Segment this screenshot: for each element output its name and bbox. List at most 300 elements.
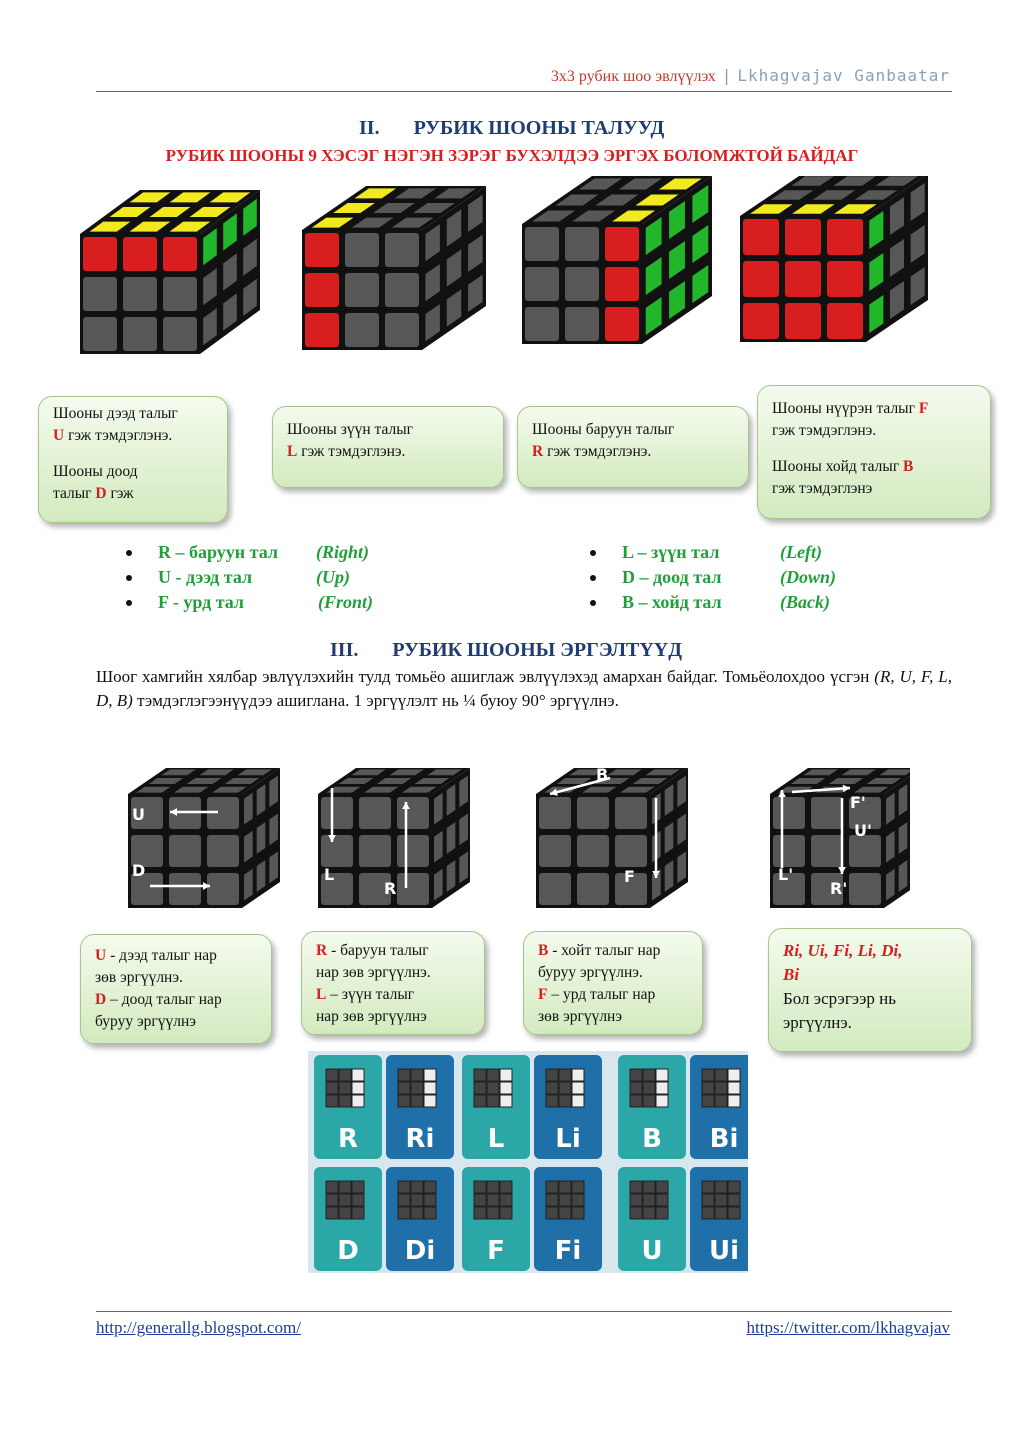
mini-sticker [728, 1194, 740, 1206]
paragraph-text: тэмдэглэгээнүүдээ ашиглана. 1 эргүүлэлт нь ¼ буюу 90° эргүүлнэ. [132, 691, 619, 710]
mini-sticker [339, 1095, 351, 1107]
bubble-text: Шооны дээд талыг [53, 405, 178, 422]
footer-twitter-link[interactable]: https://twitter.com/lkhagvajav [746, 1318, 950, 1337]
notation-item [590, 590, 836, 615]
header-separator: | [721, 66, 732, 85]
mini-sticker [424, 1095, 436, 1107]
section2-title: РУБИК ШООНЫ ТАЛУУД [413, 117, 665, 139]
bubble-text: - дээд талыг нар [106, 947, 217, 964]
move-tile-label: B [642, 1124, 662, 1154]
mini-sticker [398, 1069, 410, 1081]
move-tile-label: F [487, 1236, 505, 1266]
mini-sticker [702, 1181, 714, 1193]
mini-sticker [487, 1095, 499, 1107]
mini-sticker [630, 1207, 642, 1219]
sticker [123, 317, 157, 351]
sticker [615, 797, 647, 829]
mini-sticker [424, 1069, 436, 1081]
move-tile-label: Ri [405, 1124, 435, 1154]
sticker [811, 835, 843, 867]
mini-sticker [339, 1194, 351, 1206]
mini-sticker [702, 1207, 714, 1219]
paragraph-notation: (R, U, F, L, D, B) [96, 667, 952, 710]
cube-right-face [522, 176, 712, 344]
sticker [785, 261, 821, 297]
key-letter: R [532, 443, 544, 460]
mini-sticker [630, 1095, 642, 1107]
rotation-cubes [110, 758, 910, 918]
sticker [169, 873, 201, 905]
section2-number: II. [359, 117, 380, 139]
mini-sticker [546, 1095, 558, 1107]
bubble-text: талыг [53, 485, 96, 502]
mini-sticker [656, 1194, 668, 1206]
key-letter: B [538, 942, 549, 959]
sticker [321, 797, 353, 829]
mini-sticker [500, 1207, 512, 1219]
mini-sticker [572, 1194, 584, 1206]
mini-sticker [630, 1194, 642, 1206]
bubble-text: – зүүн талыг [326, 986, 415, 1003]
mini-sticker [326, 1181, 338, 1193]
key-letter: Bi [783, 965, 800, 984]
mini-sticker [500, 1181, 512, 1193]
bubble-text [316, 940, 470, 962]
sticker [743, 219, 779, 255]
mini-sticker [424, 1207, 436, 1219]
mini-sticker [411, 1082, 423, 1094]
section3-heading [330, 639, 682, 662]
mini-sticker [500, 1194, 512, 1206]
paragraph-text: Шоог хамгийн хялбар эвлүүлэхийн тулд томьёо ашиглаж эвлүүлэхэд амархан байдаг. Томьёолохдоо үсгэн [96, 667, 875, 686]
bubble-inverse [768, 928, 972, 1052]
mini-sticker [398, 1181, 410, 1193]
bubble-b-f [523, 931, 703, 1035]
notation-term: F - урд тал [158, 592, 245, 612]
mini-sticker [411, 1194, 423, 1206]
sticker [773, 835, 805, 867]
moves-grid-art [308, 1051, 748, 1273]
key-letter: F [918, 400, 929, 417]
notation-item [126, 565, 373, 590]
move-tile-label: Di [404, 1236, 436, 1266]
mini-sticker [630, 1082, 642, 1094]
bubble-text [95, 945, 257, 967]
sticker [849, 873, 881, 905]
section3-title: РУБИК ШООНЫ ЭРГЭЛТҮҮД [392, 639, 683, 661]
bubble-text [772, 398, 976, 420]
sticker [345, 233, 379, 267]
mini-sticker [398, 1207, 410, 1219]
key-letter: R [316, 942, 328, 959]
sticker [397, 835, 429, 867]
bubble-text: – урд талыг нар [547, 986, 656, 1003]
sticker [785, 219, 821, 255]
mini-sticker [572, 1207, 584, 1219]
mini-sticker [643, 1069, 655, 1081]
cube-b-rotation [536, 768, 688, 908]
mini-sticker [411, 1095, 423, 1107]
bubble-text: Шооны баруун талыг [532, 421, 675, 438]
sticker [359, 835, 391, 867]
bullet [590, 600, 596, 606]
bubble-text [538, 984, 688, 1006]
bullet [590, 550, 596, 556]
section2-subtitle: РУБИК ШООНЫ 9 ХЭСЭГ НЭГЭН ЗЭРЭГ БУХЭЛДЭЭ ЭРГЭХ БОЛОМЖТОЙ БАЙДАГ [165, 146, 859, 165]
bubble-text: нар зөв эргүүлнэ. [316, 964, 431, 981]
sticker [565, 267, 599, 301]
mini-sticker [500, 1069, 512, 1081]
mini-sticker [424, 1194, 436, 1206]
bubble-up-down [38, 396, 228, 523]
bullet [126, 600, 132, 606]
bubble-text: гэж [106, 485, 134, 502]
mini-sticker [474, 1069, 486, 1081]
mini-sticker [487, 1207, 499, 1219]
sticker [577, 797, 609, 829]
bubble-text: буруу эргүүлнэ. [538, 964, 643, 981]
bubble-text [538, 940, 688, 962]
mini-sticker [656, 1181, 668, 1193]
bubble-text: гэж тэмдэглэнэ. [297, 443, 406, 460]
notation-term: L – зүүн тал [622, 542, 720, 562]
bubble-text: - хойт талыг нар [548, 942, 661, 959]
bubble-text: - баруун талыг [327, 942, 429, 959]
mini-sticker [572, 1095, 584, 1107]
sticker [345, 273, 379, 307]
bubble-text: Шооны нүүрэн талыг [772, 400, 919, 417]
notation-list-right [590, 540, 836, 615]
mini-sticker [424, 1181, 436, 1193]
mini-sticker [326, 1069, 338, 1081]
notation-list-left [126, 540, 373, 615]
bubble-text [316, 984, 470, 1006]
sticker [539, 835, 571, 867]
mini-sticker [339, 1181, 351, 1193]
mini-sticker [559, 1207, 571, 1219]
mini-sticker [702, 1194, 714, 1206]
key-letter: F [538, 986, 548, 1003]
mini-sticker [352, 1194, 364, 1206]
mini-sticker [474, 1095, 486, 1107]
mini-sticker [559, 1082, 571, 1094]
mini-sticker [339, 1082, 351, 1094]
bubble-text: эргүүлнэ. [783, 1013, 852, 1032]
bubble-text: гэж тэмдэглэнэ. [772, 422, 877, 439]
sticker [83, 237, 117, 271]
sticker [565, 227, 599, 261]
sticker [123, 237, 157, 271]
bubble-text: гэж тэмдэглэнэ. [543, 443, 652, 460]
bubble-text [95, 989, 257, 1011]
section2-heading [359, 117, 664, 140]
mini-sticker [326, 1082, 338, 1094]
sticker [305, 233, 339, 267]
move-tile-label: Bi [709, 1124, 739, 1154]
bubble-right [517, 406, 749, 488]
cube-move-label: B [596, 765, 609, 784]
mini-sticker [474, 1181, 486, 1193]
sticker [359, 797, 391, 829]
mini-sticker [702, 1069, 714, 1081]
sticker [577, 835, 609, 867]
key-letter: L [287, 443, 298, 460]
sticker [743, 261, 779, 297]
mini-sticker [643, 1181, 655, 1193]
mini-sticker [487, 1069, 499, 1081]
mini-sticker [339, 1207, 351, 1219]
cube-move-label: U' [854, 821, 872, 840]
mini-sticker [352, 1207, 364, 1219]
sticker [827, 219, 863, 255]
mini-sticker [424, 1082, 436, 1094]
mini-sticker [728, 1207, 740, 1219]
bubble-text: гэж тэмдэглэнэ. [64, 427, 173, 444]
move-tile-label: Li [555, 1124, 581, 1154]
mini-sticker [326, 1207, 338, 1219]
bubble-text: зөв эргүүлнэ. [95, 969, 183, 986]
sticker [169, 835, 201, 867]
cube-move-label: R [384, 879, 397, 898]
mini-sticker [398, 1082, 410, 1094]
notation-term: B – хойд тал [622, 592, 722, 612]
bubble-text: Шооны хойд талыг [772, 458, 904, 475]
sticker [83, 317, 117, 351]
notation-item [126, 590, 373, 615]
cube-move-label: R' [830, 879, 848, 898]
header-title: 3x3 рубик шоо эвлүүлэх [550, 68, 716, 85]
mini-sticker [656, 1082, 668, 1094]
footer-rule [96, 1311, 952, 1312]
sticker [83, 277, 117, 311]
cube-move-label: L [324, 865, 335, 884]
mini-sticker [546, 1181, 558, 1193]
sticker [565, 307, 599, 341]
mini-sticker [546, 1069, 558, 1081]
move-tile-label: Ui [708, 1236, 740, 1266]
cube-move-label: F' [850, 793, 866, 812]
sticker [123, 277, 157, 311]
mini-sticker [474, 1207, 486, 1219]
move-tile-label: Fi [554, 1236, 582, 1266]
mini-sticker [559, 1181, 571, 1193]
mini-sticker [656, 1207, 668, 1219]
footer-blog-link[interactable]: http://generallg.blogspot.com/ [96, 1318, 301, 1337]
sticker [785, 303, 821, 339]
mini-sticker [352, 1095, 364, 1107]
cube-move-label: D [132, 861, 146, 880]
mini-sticker [715, 1194, 727, 1206]
sticker [207, 873, 239, 905]
mini-sticker [559, 1194, 571, 1206]
notation-term: U - дээд тал [158, 567, 253, 587]
sticker [827, 261, 863, 297]
mini-sticker [326, 1194, 338, 1206]
sticker [321, 835, 353, 867]
notation-english: (Right) [316, 542, 370, 562]
notation-english: (Up) [316, 567, 350, 587]
bubble-text: буруу эргүүлнэ [95, 1013, 196, 1030]
notation-item [590, 540, 836, 565]
key-letter: D [95, 991, 107, 1008]
mini-sticker [656, 1069, 668, 1081]
mini-sticker [326, 1095, 338, 1107]
page-header [551, 66, 950, 86]
notation-english: (Left) [780, 542, 822, 562]
key-letter: B [903, 458, 914, 475]
mini-sticker [339, 1069, 351, 1081]
move-tile-label: D [337, 1236, 359, 1266]
mini-sticker [500, 1082, 512, 1094]
bubble-text: Шооны доод [53, 463, 138, 480]
mini-sticker [474, 1082, 486, 1094]
bullet [126, 550, 132, 556]
mini-sticker [352, 1082, 364, 1094]
bullet [126, 575, 132, 581]
mini-sticker [487, 1082, 499, 1094]
bubble-r-l [301, 931, 485, 1035]
section3-paragraph [96, 665, 952, 713]
key-letter: Ri, Ui, Fi, Li, Di, [783, 941, 903, 960]
sticker [605, 267, 639, 301]
sticker [163, 317, 197, 351]
move-tile-label: L [487, 1124, 505, 1154]
bubble-text: Шооны зүүн талыг [287, 421, 413, 438]
move-tile-label: U [641, 1236, 663, 1266]
bubble-text [532, 441, 734, 463]
notation-english: (Front) [318, 592, 374, 612]
notation-term: D – доод тал [622, 567, 722, 587]
mini-sticker [702, 1095, 714, 1107]
mini-sticker [572, 1069, 584, 1081]
bubble-text: Бол эсрэгээр нь [783, 989, 896, 1008]
mini-sticker [487, 1181, 499, 1193]
mini-sticker [559, 1095, 571, 1107]
moves-grid [308, 1051, 748, 1273]
sticker [305, 273, 339, 307]
mini-sticker [352, 1181, 364, 1193]
sticker [207, 835, 239, 867]
sticker [163, 237, 197, 271]
mini-sticker [411, 1181, 423, 1193]
mini-sticker [643, 1095, 655, 1107]
sticker [525, 267, 559, 301]
sticker [539, 797, 571, 829]
mini-sticker [643, 1207, 655, 1219]
mini-sticker [715, 1082, 727, 1094]
sticker [773, 797, 805, 829]
notation-item [126, 540, 373, 565]
mini-sticker [411, 1069, 423, 1081]
key-letter: U [53, 427, 65, 444]
mini-sticker [702, 1082, 714, 1094]
mini-sticker [728, 1095, 740, 1107]
notation-item [590, 565, 836, 590]
cube-illustrations-top [70, 176, 970, 396]
mini-sticker [559, 1069, 571, 1081]
mini-sticker [572, 1082, 584, 1094]
mini-sticker [643, 1194, 655, 1206]
mini-sticker [572, 1181, 584, 1193]
notation-term: R – баруун тал [158, 542, 278, 562]
mini-sticker [398, 1194, 410, 1206]
mini-sticker [656, 1095, 668, 1107]
bubble-text: зөв эргүүлнэ [538, 1008, 623, 1025]
mini-sticker [728, 1181, 740, 1193]
key-letter: U [95, 947, 107, 964]
sticker [811, 797, 843, 829]
sticker [385, 273, 419, 307]
mini-sticker [546, 1082, 558, 1094]
sticker [385, 233, 419, 267]
sticker [605, 307, 639, 341]
header-author: Lkhagvajav Ganbaatar [737, 66, 950, 85]
sticker [743, 303, 779, 339]
bubble-text [53, 425, 213, 447]
mini-sticker [715, 1069, 727, 1081]
key-letter: D [95, 485, 107, 502]
bubble-text: – доод талыг нар [106, 991, 222, 1008]
bubble-text [287, 441, 489, 463]
bubble-text [772, 456, 976, 478]
header-rule [96, 91, 952, 92]
mini-sticker [728, 1069, 740, 1081]
sticker [385, 313, 419, 347]
mini-sticker [715, 1095, 727, 1107]
mini-sticker [715, 1181, 727, 1193]
mini-sticker [728, 1082, 740, 1094]
bubble-front-back [757, 385, 991, 519]
sticker [525, 227, 559, 261]
bubble-left [272, 406, 504, 488]
sticker [605, 227, 639, 261]
sticker [305, 313, 339, 347]
sticker [397, 797, 429, 829]
cube-up-face [80, 190, 260, 354]
mini-sticker [411, 1207, 423, 1219]
mini-sticker [500, 1095, 512, 1107]
mini-sticker [352, 1069, 364, 1081]
bubble-text [53, 483, 213, 505]
sticker [577, 873, 609, 905]
mini-sticker [643, 1082, 655, 1094]
cube-left-face [302, 186, 486, 350]
mini-sticker [474, 1194, 486, 1206]
mini-sticker [546, 1194, 558, 1206]
bubble-text: нар зөв эргүүлнэ [316, 1008, 427, 1025]
sticker [615, 835, 647, 867]
sticker [163, 277, 197, 311]
bullet [590, 575, 596, 581]
notation-english: (Down) [780, 567, 837, 587]
cube-move-label: U [132, 805, 145, 824]
sticker [539, 873, 571, 905]
cube-move-label: L' [778, 865, 794, 884]
cube-front-face [740, 176, 928, 342]
sticker [397, 873, 429, 905]
sticker [827, 303, 863, 339]
mini-sticker [487, 1194, 499, 1206]
key-letter: L [316, 986, 327, 1003]
mini-sticker [398, 1095, 410, 1107]
mini-sticker [546, 1207, 558, 1219]
sticker [345, 313, 379, 347]
cube-move-label: F [624, 867, 635, 886]
mini-sticker [630, 1069, 642, 1081]
mini-sticker [630, 1181, 642, 1193]
bubble-u-d [80, 934, 272, 1044]
notation-english: (Back) [780, 592, 830, 612]
